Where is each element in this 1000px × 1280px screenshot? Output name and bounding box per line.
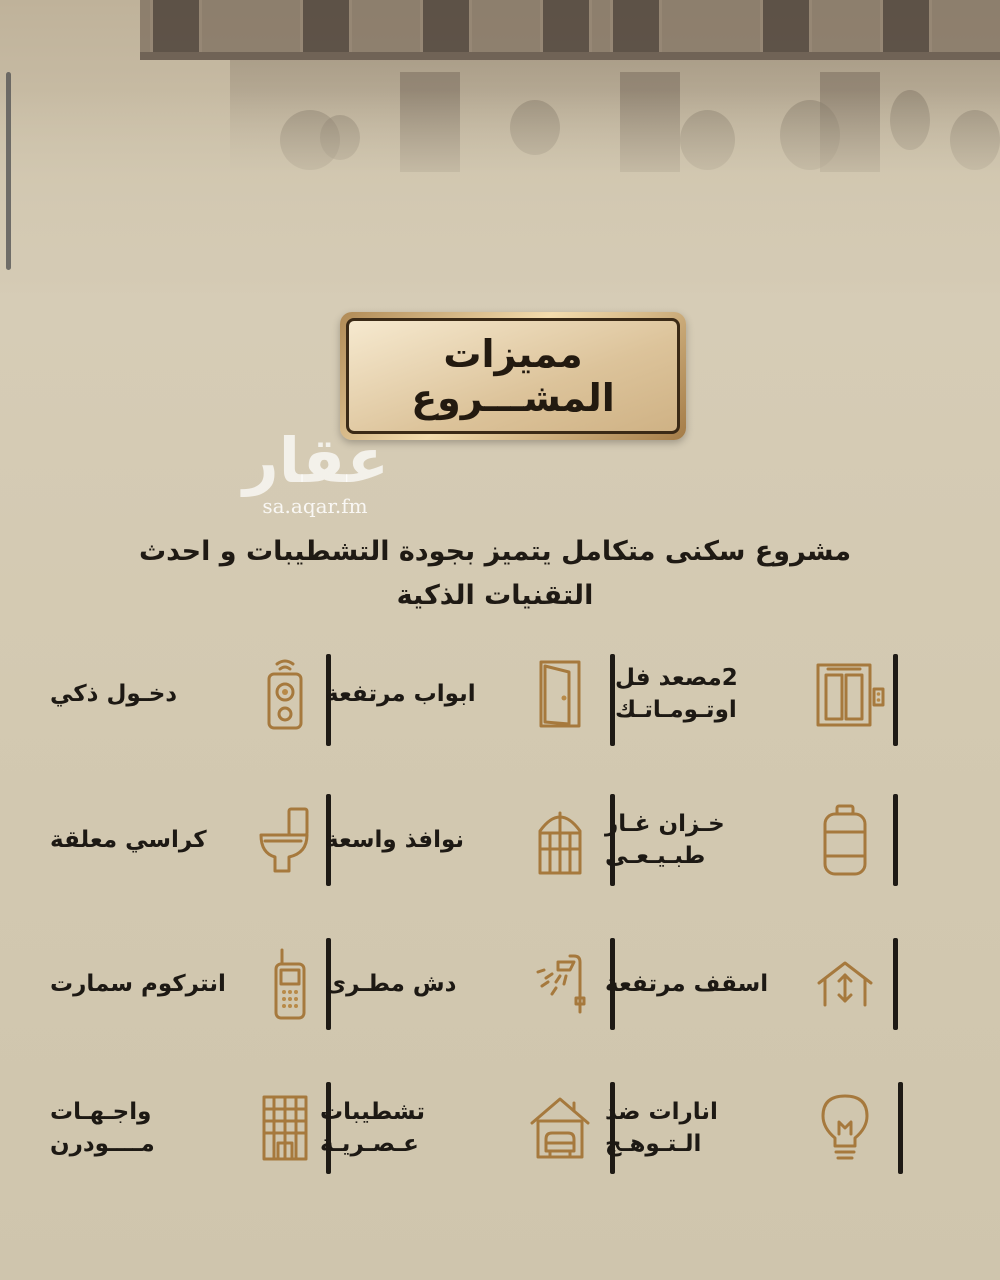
- feature-gas-tank-line-1: خـزان غـاز: [605, 811, 725, 837]
- house-interior-icon: [520, 1078, 600, 1178]
- feature-doors: [325, 644, 605, 744]
- divider: [893, 654, 898, 746]
- feature-gas-tank: [605, 790, 885, 890]
- feature-gas-tank-line-2: طبـيـعـى: [605, 843, 706, 869]
- title-plaque: [340, 312, 686, 440]
- feature-high-ceiling: [605, 934, 885, 1034]
- feature-intercom: [45, 934, 325, 1034]
- feature-anti-glare-lighting-line-1: انارات ضد: [605, 1099, 718, 1125]
- feature-modern-finishes: [320, 1078, 600, 1178]
- feature-elevator: [605, 644, 885, 744]
- project-description: مشروع سكنى متكامل يتميز بجودة التشطيبات و احدث التقنيات الذكية: [138, 536, 852, 611]
- rain-shower-icon: [520, 934, 600, 1034]
- watermark-logo-text: عقار: [243, 424, 389, 497]
- watermark-url: sa.aqar.fm: [262, 494, 368, 518]
- modern-facade-icon: [245, 1078, 325, 1178]
- feature-doors-line-1: ابواب مرتفعة: [325, 681, 476, 707]
- elevator-icon: [810, 644, 890, 744]
- feature-modern-facades: [45, 1078, 325, 1178]
- intercom-icon: [250, 934, 330, 1034]
- smart-entry-icon: [245, 644, 325, 744]
- feature-windows: [325, 790, 605, 890]
- feature-modern-facades-line-2: مــــودرن: [50, 1131, 155, 1157]
- feature-modern-finishes-line-1: تشطيبات: [320, 1099, 425, 1125]
- door-icon: [520, 644, 600, 744]
- feature-elevator-line-2: اوتـومـاتـك: [615, 697, 737, 723]
- divider: [893, 938, 898, 1030]
- feature-modern-facades-line-1: واجـهـات: [50, 1099, 152, 1125]
- gas-tank-icon: [805, 790, 885, 890]
- feature-rain-shower: [325, 934, 605, 1034]
- toilet-icon: [245, 790, 325, 890]
- feature-windows-line-1: نوافذ واسعة: [325, 827, 465, 853]
- window-icon: [520, 790, 600, 890]
- title-line-1: مميزات: [443, 332, 583, 376]
- hero-building-image: [0, 0, 1000, 260]
- high-ceiling-icon: [805, 934, 885, 1034]
- feature-anti-glare-lighting-line-2: الـتـوهـج: [605, 1131, 702, 1157]
- feature-smart-entry: [50, 644, 330, 744]
- feature-anti-glare-lighting: [605, 1078, 885, 1178]
- title-line-2: المشـــروع: [411, 376, 615, 420]
- feature-elevator-line-1: 2مصعد فل: [615, 665, 738, 691]
- feature-rain-shower-line-1: دش مطـرى: [325, 971, 457, 997]
- feature-modern-finishes-line-2: عـصـريـة: [320, 1131, 419, 1157]
- scrollbar[interactable]: [6, 72, 11, 270]
- divider: [893, 794, 898, 886]
- light-bulb-icon: [805, 1078, 885, 1178]
- feature-high-ceiling-line-1: اسقف مرتفعة: [605, 971, 769, 997]
- feature-intercom-line-1: انتركوم سمارت: [50, 971, 226, 997]
- divider: [898, 1082, 903, 1174]
- feature-toilet-line-1: كراسي معلقة: [50, 827, 207, 853]
- feature-toilet: [40, 790, 320, 890]
- feature-smart-entry-line-1: دخـول ذكي: [50, 681, 178, 707]
